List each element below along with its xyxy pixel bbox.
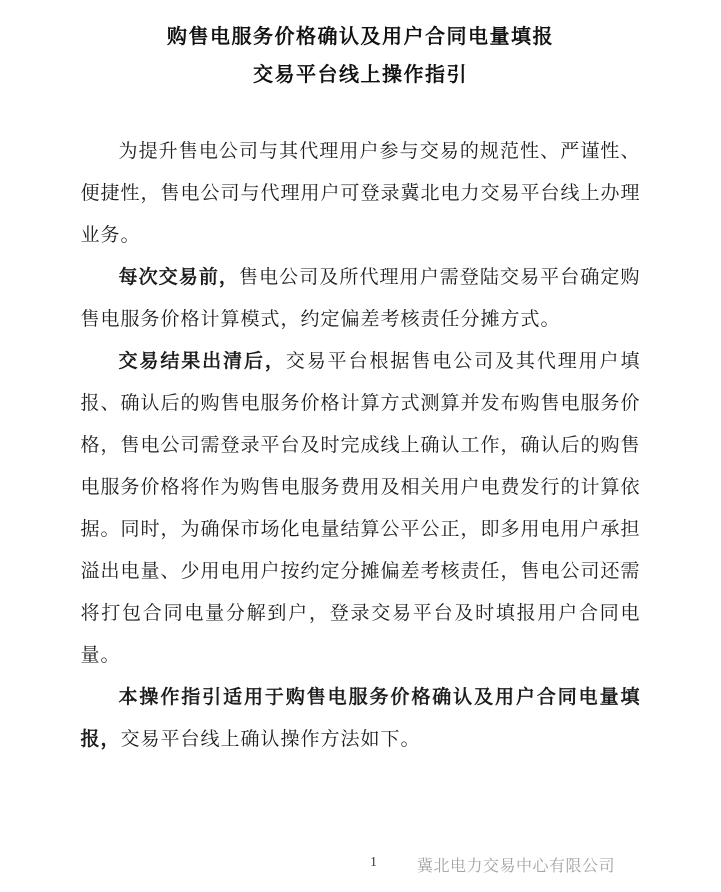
footer-company-name: 冀北电力交易中心有限公司 xyxy=(417,858,616,875)
paragraph-1 xyxy=(81,131,641,257)
paragraph-3 xyxy=(81,341,641,677)
paragraph-4-text: 交易平台线上确认操作方法如下。 xyxy=(120,729,421,750)
paragraph-3-lead: 交易结果出清后， xyxy=(118,351,286,372)
paragraph-1-text: 为提升售电公司与其代理用户参与交易的规范性、严谨性、便捷性，售电公司与代理用户可登录冀北电力交易平台线上办理业务。 xyxy=(80,141,641,246)
paragraph-4-lead: 本操作指引适用于购售电服务价格确认及用户合同电量填报， xyxy=(80,687,641,750)
page-number: 1 xyxy=(370,855,377,870)
paragraph-4 xyxy=(81,677,641,761)
paragraph-2-lead: 每次交易前， xyxy=(118,267,239,288)
doc-title-line-1: 购售电服务价格确认及用户合同电量填报 xyxy=(167,26,554,48)
paragraph-3-text: 交易平台根据售电公司及其代理用户填报、确认后的购售电服务价格计算方式测算并发布购售电服务价格，售电公司需登录平台及时完成线上确认工作，确认后的购售电服务价格将作为购售电服务费用及相关用户电费发行的计算依据。同时，为确保市场化电量结算公平公正，即多用电用户承担溢出电量、少用电用户按约定分摊偏差考核责任，售电公司还需将打包合同电量分解到户，登录交易平台及时填报用户合同电量。 xyxy=(80,351,641,666)
document-title xyxy=(0,0,721,94)
paragraph-2 xyxy=(81,257,641,341)
page-footer xyxy=(0,851,721,877)
doc-title-line-2: 交易平台线上操作指引 xyxy=(253,64,468,86)
document-body xyxy=(81,131,641,761)
paragraph-2-text: 售电公司及所代理用户需登陆交易平台确定购售电服务价格计算模式，约定偏差考核责任分摊方式。 xyxy=(80,267,641,330)
